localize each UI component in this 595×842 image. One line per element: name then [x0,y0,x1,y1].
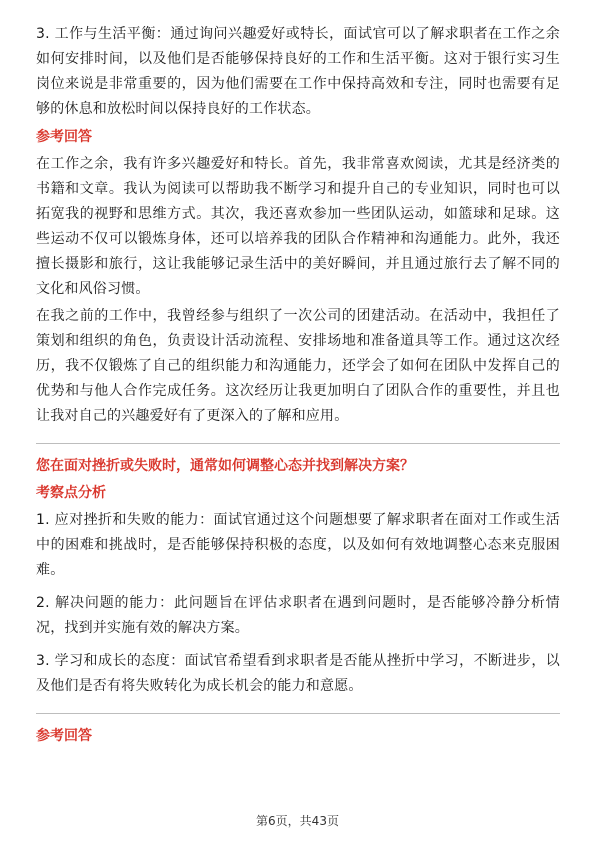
analysis-item-2: 2. 解决问题的能力：此问题旨在评估求职者在遇到问题时，是否能够冷静分析情况，找到并实施有效的解决方案。 [36,595,560,636]
page-number-footer: 第6页，共43页 [256,814,339,828]
section-divider-1 [36,443,560,444]
document-body [36,22,560,749]
section-divider-2 [36,713,560,714]
reference-answer-heading-2: 参考回答 [36,728,92,744]
interview-question: 您在面对挫折或失败时，通常如何调整心态并找到解决方案？ [36,458,414,474]
reference-answer-heading: 参考回答 [36,129,92,145]
analysis-item-3: 3. 学习和成长的态度：面试官希望看到求职者是否能从挫折中学习，不断进步，以及他们是否有将失败转化为成长机会的能力和意愿。 [36,653,560,694]
analysis-item-1: 1. 应对挫折和失败的能力：面试官通过这个问题想要了解求职者在面对工作或生活中的困难和挑战时，是否能够保持积极的态度，以及如何有效地调整心态来克服困难。 [36,512,560,578]
consideration-item-3: 3. 工作与生活平衡：通过询问兴趣爱好或特长，面试官可以了解求职者在工作之余如何安排时间，以及他们是否能够保持良好的工作和生活平衡。这对于银行实习生岗位来说是非常重要的，因为他们需要在工作中保持高效和专注，同时也需要有足够的休息和放松时间以保持良好的工作状态。 [36,26,560,117]
reference-answer-paragraph-1: 在工作之余，我有许多兴趣爱好和特长。首先，我非常喜欢阅读，尤其是经济类的书籍和文章。我认为阅读可以帮助我不断学习和提升自己的专业知识，同时也可以拓宽我的视野和思维方式。其次，我还喜欢参加一些团队运动，如篮球和足球。这些运动不仅可以锻炼身体，还可以培养我的团队合作精神和沟通能力。此外，我还擅长摄影和旅行，这让我能够记录生活中的美好瞬间，并且通过旅行去了解不同的文化和风俗习惯。 [36,156,560,297]
reference-answer-paragraph-2: 在我之前的工作中，我曾经参与组织了一次公司的团建活动。在活动中，我担任了策划和组织的角色，负责设计活动流程、安排场地和准备道具等工作。通过这次经历，我不仅锻炼了自己的组织能力和沟通能力，还学会了如何在团队中发挥自己的优势和与他人合作完成任务。这次经历让我更加明白了团队合作的重要性，并且也让我对自己的兴趣爱好有了更深入的了解和应用。 [36,308,560,424]
analysis-heading: 考察点分析 [36,485,106,501]
